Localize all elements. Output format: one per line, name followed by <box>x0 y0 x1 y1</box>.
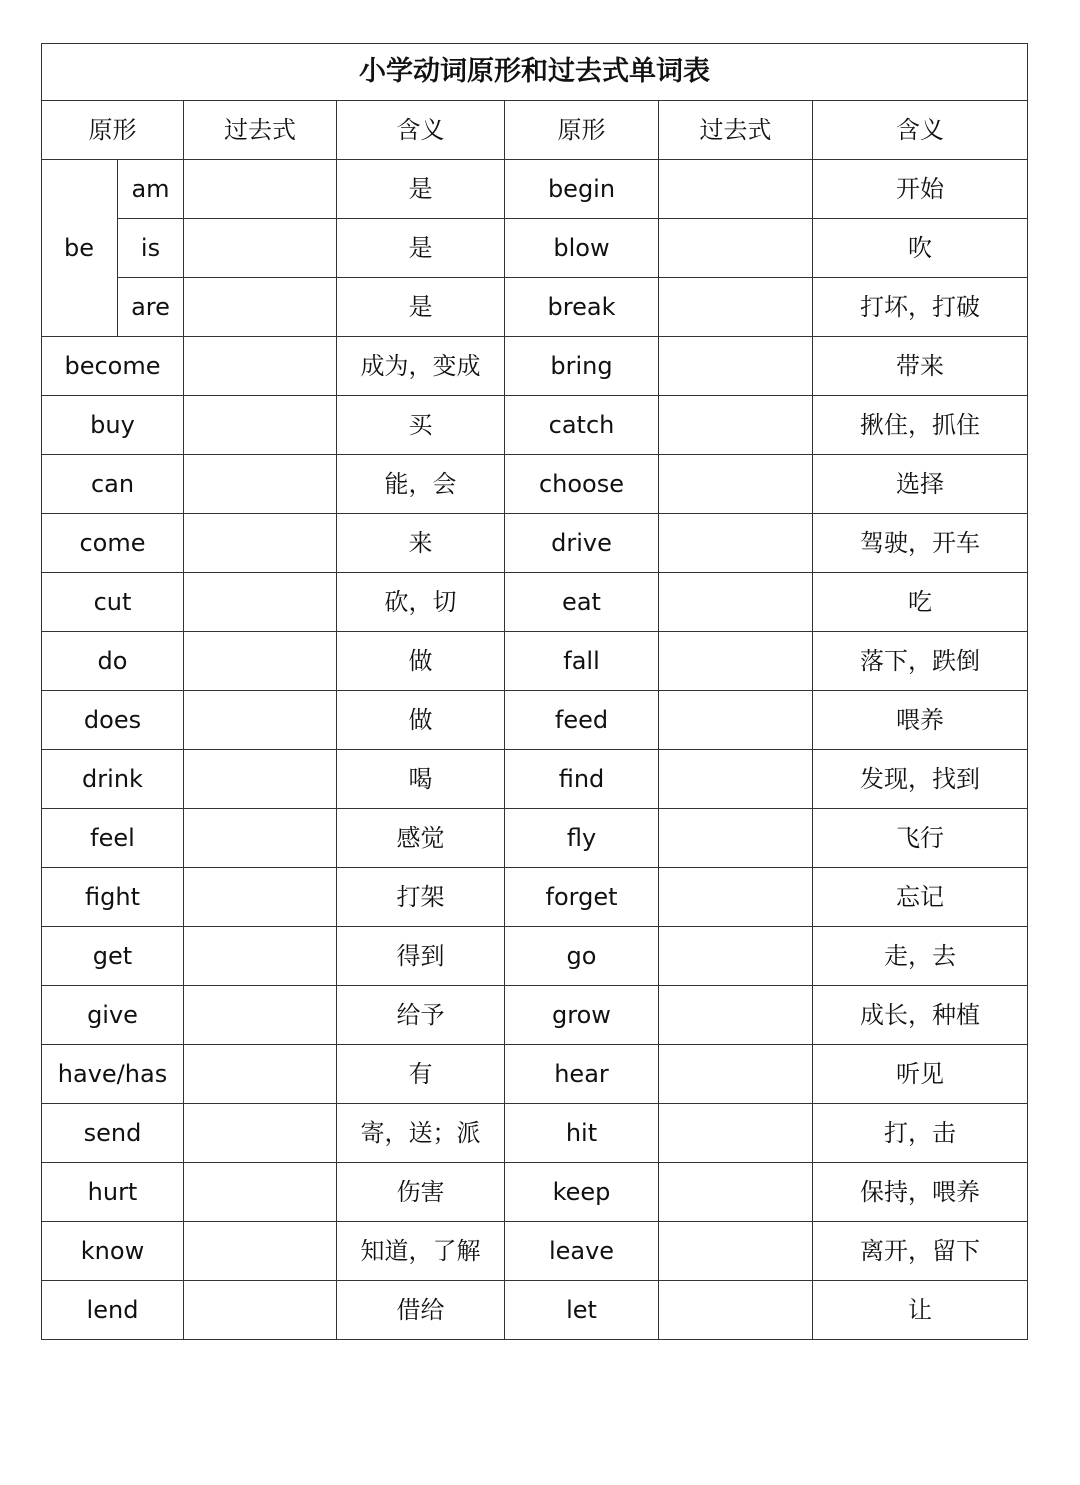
meaning-cell: 寄，送；派 <box>337 1104 505 1163</box>
meaning-cell: 揪住，抓住 <box>813 396 1028 455</box>
word-cell: become <box>42 337 184 396</box>
table-row <box>42 1104 1028 1163</box>
word-cell: send <box>42 1104 184 1163</box>
table-row <box>42 1163 1028 1222</box>
meaning-cell: 保持，喂养 <box>813 1163 1028 1222</box>
past-tense-blank[interactable] <box>184 1045 337 1104</box>
meaning-cell: 忘记 <box>813 868 1028 927</box>
past-tense-blank[interactable] <box>184 1163 337 1222</box>
meaning-cell: 喂养 <box>813 691 1028 750</box>
meaning-cell: 打，击 <box>813 1104 1028 1163</box>
table-title: 小学动词原形和过去式单词表 <box>42 44 1028 101</box>
past-tense-blank[interactable] <box>659 514 813 573</box>
past-tense-blank[interactable] <box>659 160 813 219</box>
word-cell: come <box>42 514 184 573</box>
table-row <box>42 632 1028 691</box>
past-tense-blank[interactable] <box>184 809 337 868</box>
meaning-cell: 打坏，打破 <box>813 278 1028 337</box>
meaning-cell: 选择 <box>813 455 1028 514</box>
meaning-cell: 离开，留下 <box>813 1222 1028 1281</box>
table-row <box>42 691 1028 750</box>
header-past-tense-right: 过去式 <box>659 101 813 160</box>
past-tense-blank[interactable] <box>659 809 813 868</box>
past-tense-blank[interactable] <box>184 573 337 632</box>
past-tense-blank[interactable] <box>184 278 337 337</box>
meaning-cell: 借给 <box>337 1281 505 1340</box>
table-row <box>42 573 1028 632</box>
meaning-cell: 带来 <box>813 337 1028 396</box>
word-cell: fly <box>505 809 659 868</box>
past-tense-blank[interactable] <box>184 750 337 809</box>
verb-table <box>41 43 1028 1340</box>
word-cell: hit <box>505 1104 659 1163</box>
word-cell: break <box>505 278 659 337</box>
table-row <box>42 809 1028 868</box>
meaning-cell: 打架 <box>337 868 505 927</box>
be-form-word: am <box>118 160 184 219</box>
meaning-cell: 感觉 <box>337 809 505 868</box>
word-cell: hear <box>505 1045 659 1104</box>
be-form-word: is <box>118 219 184 278</box>
word-cell: eat <box>505 573 659 632</box>
word-cell: grow <box>505 986 659 1045</box>
past-tense-blank[interactable] <box>659 750 813 809</box>
past-tense-blank[interactable] <box>659 278 813 337</box>
table-row <box>42 1222 1028 1281</box>
meaning-cell: 能，会 <box>337 455 505 514</box>
table-row <box>42 160 1028 219</box>
header-base-form-left: 原形 <box>42 101 184 160</box>
meaning-cell: 买 <box>337 396 505 455</box>
past-tense-blank[interactable] <box>184 396 337 455</box>
word-cell: let <box>505 1281 659 1340</box>
word-cell: lend <box>42 1281 184 1340</box>
past-tense-blank[interactable] <box>659 691 813 750</box>
past-tense-blank[interactable] <box>184 1104 337 1163</box>
meaning-cell: 有 <box>337 1045 505 1104</box>
word-cell: feel <box>42 809 184 868</box>
table-row <box>42 455 1028 514</box>
meaning-cell: 让 <box>813 1281 1028 1340</box>
word-cell: does <box>42 691 184 750</box>
word-cell: drink <box>42 750 184 809</box>
meaning-cell: 做 <box>337 632 505 691</box>
table-row <box>42 396 1028 455</box>
word-cell: find <box>505 750 659 809</box>
meaning-cell: 发现，找到 <box>813 750 1028 809</box>
past-tense-blank[interactable] <box>659 1281 813 1340</box>
meaning-cell: 伤害 <box>337 1163 505 1222</box>
word-cell: buy <box>42 396 184 455</box>
table-row <box>42 868 1028 927</box>
word-cell: bring <box>505 337 659 396</box>
verb-table-body <box>42 44 1028 1340</box>
word-cell: do <box>42 632 184 691</box>
past-tense-blank[interactable] <box>659 396 813 455</box>
past-tense-blank[interactable] <box>184 514 337 573</box>
word-cell: blow <box>505 219 659 278</box>
meaning-cell: 开始 <box>813 160 1028 219</box>
word-cell: fall <box>505 632 659 691</box>
word-cell: hurt <box>42 1163 184 1222</box>
word-cell: feed <box>505 691 659 750</box>
word-cell: get <box>42 927 184 986</box>
past-tense-blank[interactable] <box>184 986 337 1045</box>
word-cell: cut <box>42 573 184 632</box>
word-cell: forget <box>505 868 659 927</box>
word-cell: choose <box>505 455 659 514</box>
meaning-cell: 做 <box>337 691 505 750</box>
word-cell: leave <box>505 1222 659 1281</box>
meaning-cell: 来 <box>337 514 505 573</box>
past-tense-blank[interactable] <box>184 1281 337 1340</box>
word-cell: go <box>505 927 659 986</box>
past-tense-blank[interactable] <box>659 1045 813 1104</box>
table-row <box>42 750 1028 809</box>
meaning-cell: 吹 <box>813 219 1028 278</box>
word-cell: fight <box>42 868 184 927</box>
past-tense-blank[interactable] <box>184 927 337 986</box>
meaning-cell: 是 <box>337 219 505 278</box>
word-cell: keep <box>505 1163 659 1222</box>
meaning-cell: 成为，变成 <box>337 337 505 396</box>
header-meaning-left: 含义 <box>337 101 505 160</box>
meaning-cell: 是 <box>337 160 505 219</box>
past-tense-blank[interactable] <box>659 632 813 691</box>
table-row <box>42 514 1028 573</box>
past-tense-blank[interactable] <box>184 691 337 750</box>
table-row <box>42 337 1028 396</box>
past-tense-blank[interactable] <box>659 1222 813 1281</box>
header-meaning-right: 含义 <box>813 101 1028 160</box>
meaning-cell: 得到 <box>337 927 505 986</box>
past-tense-blank[interactable] <box>184 455 337 514</box>
meaning-cell: 吃 <box>813 573 1028 632</box>
meaning-cell: 驾驶，开车 <box>813 514 1028 573</box>
meaning-cell: 喝 <box>337 750 505 809</box>
past-tense-blank[interactable] <box>184 337 337 396</box>
word-cell: give <box>42 986 184 1045</box>
table-row <box>42 278 1028 337</box>
meaning-cell: 走，去 <box>813 927 1028 986</box>
past-tense-blank[interactable] <box>659 927 813 986</box>
meaning-cell: 落下，跌倒 <box>813 632 1028 691</box>
table-row <box>42 927 1028 986</box>
meaning-cell: 是 <box>337 278 505 337</box>
past-tense-blank[interactable] <box>184 632 337 691</box>
past-tense-blank[interactable] <box>659 1163 813 1222</box>
word-cell: have/has <box>42 1045 184 1104</box>
word-cell: can <box>42 455 184 514</box>
table-row <box>42 219 1028 278</box>
table-row <box>42 986 1028 1045</box>
meaning-cell: 成长，种植 <box>813 986 1028 1045</box>
be-form-word: are <box>118 278 184 337</box>
past-tense-blank[interactable] <box>659 455 813 514</box>
past-tense-blank[interactable] <box>659 219 813 278</box>
meaning-cell: 砍，切 <box>337 573 505 632</box>
past-tense-blank[interactable] <box>184 160 337 219</box>
past-tense-blank[interactable] <box>184 868 337 927</box>
past-tense-blank[interactable] <box>659 1104 813 1163</box>
word-cell: drive <box>505 514 659 573</box>
header-past-tense-left: 过去式 <box>184 101 337 160</box>
past-tense-blank[interactable] <box>184 219 337 278</box>
past-tense-blank[interactable] <box>659 868 813 927</box>
header-base-form-right: 原形 <box>505 101 659 160</box>
meaning-cell: 听见 <box>813 1045 1028 1104</box>
word-cell: know <box>42 1222 184 1281</box>
be-group-label: be <box>42 160 118 337</box>
word-cell: catch <box>505 396 659 455</box>
past-tense-blank[interactable] <box>184 1222 337 1281</box>
word-cell: begin <box>505 160 659 219</box>
meaning-cell: 给予 <box>337 986 505 1045</box>
past-tense-blank[interactable] <box>659 337 813 396</box>
meaning-cell: 飞行 <box>813 809 1028 868</box>
table-row <box>42 1281 1028 1340</box>
title-row <box>42 44 1028 101</box>
table-row <box>42 1045 1028 1104</box>
meaning-cell: 知道，了解 <box>337 1222 505 1281</box>
past-tense-blank[interactable] <box>659 986 813 1045</box>
past-tense-blank[interactable] <box>659 573 813 632</box>
header-row <box>42 101 1028 160</box>
